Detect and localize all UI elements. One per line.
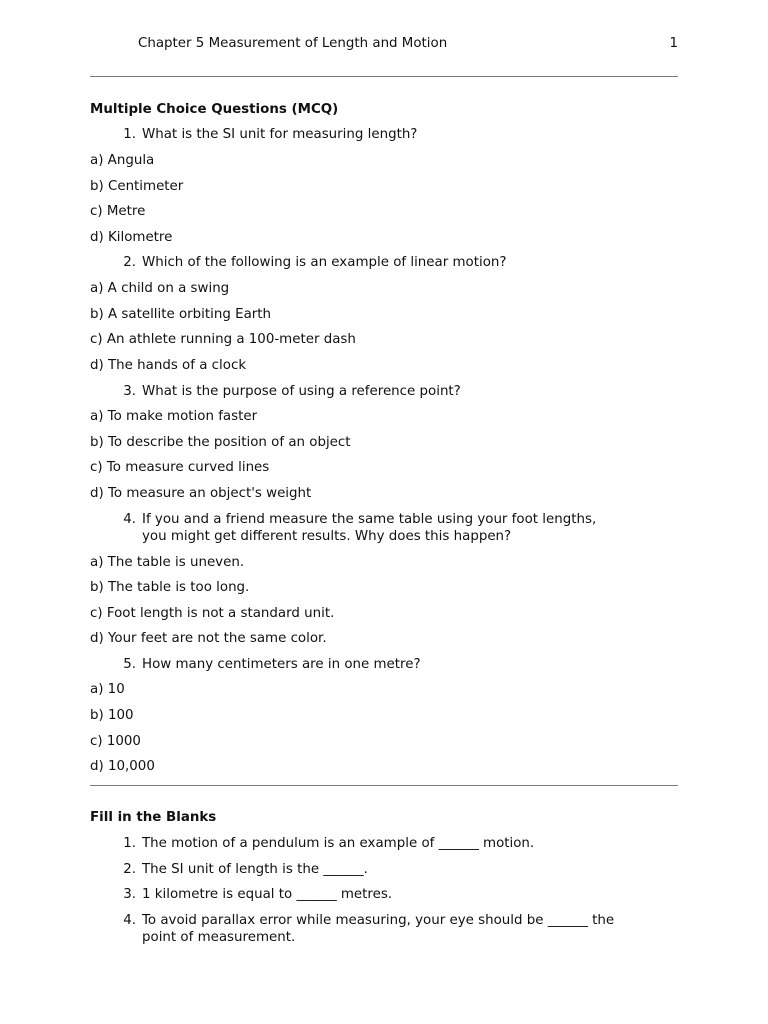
mcq-question-4-continued	[90, 528, 678, 545]
item-text: The motion of a pendulum is an example of ______ motion.	[142, 836, 535, 851]
question-text-line-2: you might get different results. Why does this happen?	[142, 529, 512, 544]
mcq-question-3	[90, 383, 678, 400]
fill-item-4-continued	[90, 929, 678, 946]
mcq-question-2	[90, 254, 678, 271]
item-number: 4.	[123, 913, 136, 928]
question-number: 2.	[123, 255, 136, 270]
item-text: The SI unit of length is the ______.	[142, 862, 368, 877]
option: c) An athlete running a 100-meter dash	[90, 332, 356, 347]
option: a) Angula	[90, 153, 155, 168]
item-number: 3.	[123, 887, 136, 902]
chapter-title: Chapter 5 Measurement of Length and Motion	[138, 36, 448, 51]
option: b) 100	[90, 708, 134, 723]
item-text: 1 kilometre is equal to ______ metres.	[142, 887, 393, 902]
fill-item-3	[90, 886, 678, 903]
fill-item-2	[90, 861, 678, 878]
option: b) The table is too long.	[90, 580, 250, 595]
option: c) 1000	[90, 734, 141, 749]
option: d) 10,000	[90, 759, 155, 774]
mcq-question-1	[90, 126, 678, 143]
option: a) 10	[90, 682, 125, 697]
option: c) To measure curved lines	[90, 460, 270, 475]
item-number: 1.	[123, 836, 136, 851]
item-number: 2.	[123, 862, 136, 877]
section-divider	[90, 785, 678, 786]
option: d) To measure an object's weight	[90, 486, 312, 501]
option: c) Foot length is not a standard unit.	[90, 606, 335, 621]
option: b) Centimeter	[90, 179, 184, 194]
question-text: What is the purpose of using a reference point?	[142, 384, 461, 399]
item-text-line-1: To avoid parallax error while measuring, your eye should be ______ the	[142, 913, 615, 928]
question-number: 4.	[123, 512, 136, 527]
question-number: 3.	[123, 384, 136, 399]
document-body	[90, 0, 678, 1024]
mcq-heading: Multiple Choice Questions (MCQ)	[90, 102, 339, 117]
option: d) Your feet are not the same color.	[90, 631, 327, 646]
option: a) The table is uneven.	[90, 555, 245, 570]
option: d) The hands of a clock	[90, 358, 247, 373]
mcq-question-5	[90, 656, 678, 673]
question-number: 5.	[123, 657, 136, 672]
question-text: How many centimeters are in one metre?	[142, 657, 421, 672]
question-text: Which of the following is an example of linear motion?	[142, 255, 507, 270]
fill-item-1	[90, 835, 678, 852]
option: d) Kilometre	[90, 230, 173, 245]
option: a) A child on a swing	[90, 281, 230, 296]
fill-heading: Fill in the Blanks	[90, 810, 217, 825]
question-number: 1.	[123, 127, 136, 142]
option: b) To describe the position of an object	[90, 435, 351, 450]
mcq-question-4	[90, 511, 678, 528]
question-text: What is the SI unit for measuring length?	[142, 127, 418, 142]
option: b) A satellite orbiting Earth	[90, 307, 272, 322]
option: c) Metre	[90, 204, 146, 219]
question-text-line-1: If you and a friend measure the same table using your foot lengths,	[142, 512, 597, 527]
fill-item-4	[90, 912, 678, 929]
page-number: 1	[669, 36, 678, 51]
item-text-line-2: point of measurement.	[142, 930, 296, 945]
option: a) To make motion faster	[90, 409, 258, 424]
